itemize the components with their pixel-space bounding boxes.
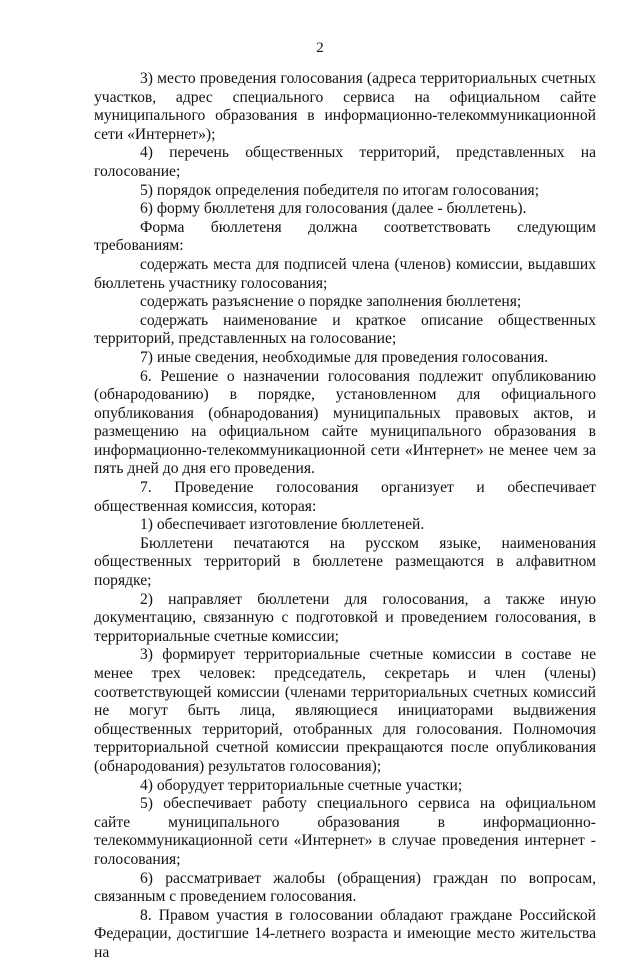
paragraph: 1) обеспечивает изготовление бюллетеней. (140, 516, 425, 534)
paragraph: 3) формирует территориальные счетные комиссии в составе не менее трех человек: председатель, секретарь и член (члены) соответствующей комиссии (членами территориальных счетных комиссий не могут быть лица, являющиеся инициаторами выдвижения общественных территорий, отобранных для голосования. Полномочия территориальной счетной комиссии прекращаются после опубликования (обнародования) результатов голосования); (94, 646, 596, 775)
paragraph: содержать места для подписей члена (членов) комиссии, выдавших бюллетень участнику голосования; (94, 255, 596, 292)
paragraph: 4) перечень общественных территорий, представленных на голосование; (94, 144, 596, 180)
paragraph: 6. Решение о назначении голосования подлежит опубликованию (обнародованию) в порядке, установленном для официального опубликования (обнародования) муниципальных правовых актов, и размещению на официальном сайте муниципального образования в информационно-телекоммуникационной сети «Интернет» не менее чем за пять дней до дня его проведения. (94, 367, 596, 478)
paragraph: 6) форму бюллетеня для голосования (далее - бюллетень). (140, 200, 527, 218)
paragraph: 4) оборудует территориальные счетные участки; (140, 776, 463, 794)
paragraph: 5) порядок определения победителя по итогам голосования; (140, 181, 540, 199)
paragraph: Форма бюллетеня должна соответствовать следующим требованиям: (94, 218, 596, 255)
paragraph: содержать наименование и краткое описание общественных территорий, представленных на голосование; (94, 311, 596, 348)
paragraph: 8. Правом участия в голосовании обладают граждане Российской Федерации, достигшие 14-летнего возраста и имеющие место жительства на (94, 906, 596, 961)
paragraph: 5) обеспечивает работу специального сервиса на официальном сайте муниципального образования в информационно-телекоммуникационной сети «Интернет» в случае проведения интернет - голосования; (94, 795, 596, 868)
paragraph: Бюллетени печатаются на русском языке, наименования общественных территорий в бюллетене размещаются в алфавитном порядке; (94, 534, 596, 590)
paragraph: 3) место проведения голосования (адреса территориальных счетных участков, адрес специального сервиса на официальном сайте муниципального образования в информационно-телекоммуникационной сети «Интернет»); (94, 70, 596, 143)
paragraph: 7. Проведение голосования организует и обеспечивает общественная комиссия, которая: (94, 479, 596, 515)
paragraph: содержать разъяснение о порядке заполнения бюллетеня; (140, 293, 522, 311)
paragraph: 6) рассматривает жалобы (обращения) граждан по вопросам, связанным с проведением голосования. (94, 869, 596, 906)
page-number: 2 (316, 40, 324, 56)
document-body (94, 70, 596, 963)
paragraph: 7) иные сведения, необходимые для проведения голосования. (140, 348, 549, 366)
paragraph: 2) направляет бюллетени для голосования, а также иную документацию, связанную с подготовкой и проведением голосования, в территориальные счетные комиссии; (94, 590, 596, 645)
